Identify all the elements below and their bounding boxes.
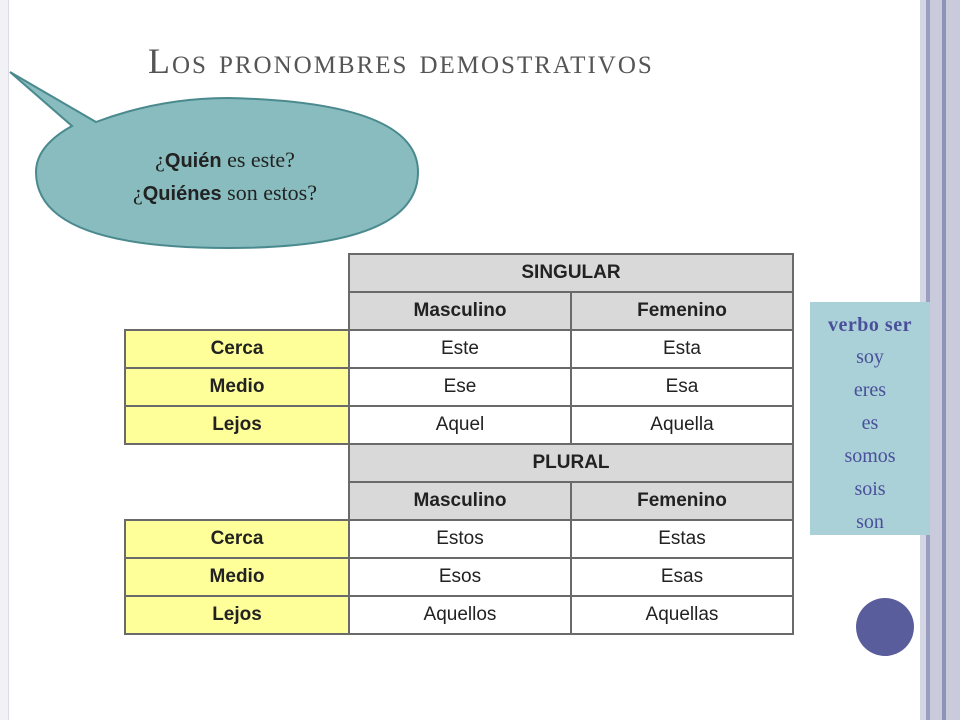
table-row — [125, 520, 793, 558]
plural-header: PLURAL — [349, 444, 793, 482]
singular-header: SINGULAR — [349, 254, 793, 292]
col-header-fem: Femenino — [571, 292, 793, 330]
table-corner — [125, 444, 349, 482]
table-cell: Estos — [349, 520, 571, 558]
bubble-prefix: ¿ — [132, 180, 143, 205]
verb-form: es — [861, 412, 879, 434]
table-cell: Aquella — [571, 406, 793, 444]
table-cell: Aquellas — [571, 596, 793, 634]
table-cell: Este — [349, 330, 571, 368]
table-cell: Esa — [571, 368, 793, 406]
bubble-question — [90, 144, 360, 210]
bubble-rest: es este? — [221, 147, 295, 172]
decorative-circle — [856, 598, 914, 656]
verb-form: sois — [854, 478, 886, 500]
table-cell: Aquel — [349, 406, 571, 444]
col-header-masc: Masculino — [349, 292, 571, 330]
table-cell: Aquellos — [349, 596, 571, 634]
row-label: Lejos — [125, 406, 349, 444]
bubble-bold-word: Quiénes — [142, 183, 222, 205]
row-label: Cerca — [125, 520, 349, 558]
right-decor-bar — [946, 0, 960, 720]
bubble-rest: son estos? — [221, 180, 317, 205]
right-decor-bar — [930, 0, 942, 720]
bubble-line-1 — [90, 144, 360, 177]
row-label: Lejos — [125, 596, 349, 634]
table-cell: Estas — [571, 520, 793, 558]
table-corner — [125, 254, 349, 292]
table-corner — [125, 292, 349, 330]
table-cell: Esas — [571, 558, 793, 596]
table-cell: Esos — [349, 558, 571, 596]
table-cell: Ese — [349, 368, 571, 406]
table-cell: Esta — [571, 330, 793, 368]
table-row — [125, 558, 793, 596]
bubble-prefix: ¿ — [155, 147, 165, 172]
row-label: Medio — [125, 558, 349, 596]
table-row — [125, 406, 793, 444]
verbo-ser-title: verbo ser — [828, 314, 912, 336]
verb-form: soy — [856, 346, 884, 368]
col-header-masc: Masculino — [349, 482, 571, 520]
row-label: Cerca — [125, 330, 349, 368]
verbo-ser-box — [810, 302, 930, 535]
table-corner — [125, 482, 349, 520]
verb-form: son — [856, 511, 884, 533]
table-row — [125, 368, 793, 406]
pronoun-table — [124, 253, 794, 635]
verb-form: somos — [844, 445, 896, 467]
col-header-fem: Femenino — [571, 482, 793, 520]
bubble-bold-word: Quién — [164, 150, 222, 172]
table-row — [125, 596, 793, 634]
bubble-line-2 — [90, 177, 360, 210]
slide-title: Los pronombres demostrativos — [148, 41, 654, 81]
row-label: Medio — [125, 368, 349, 406]
verb-form: eres — [853, 379, 887, 401]
table-row — [125, 330, 793, 368]
